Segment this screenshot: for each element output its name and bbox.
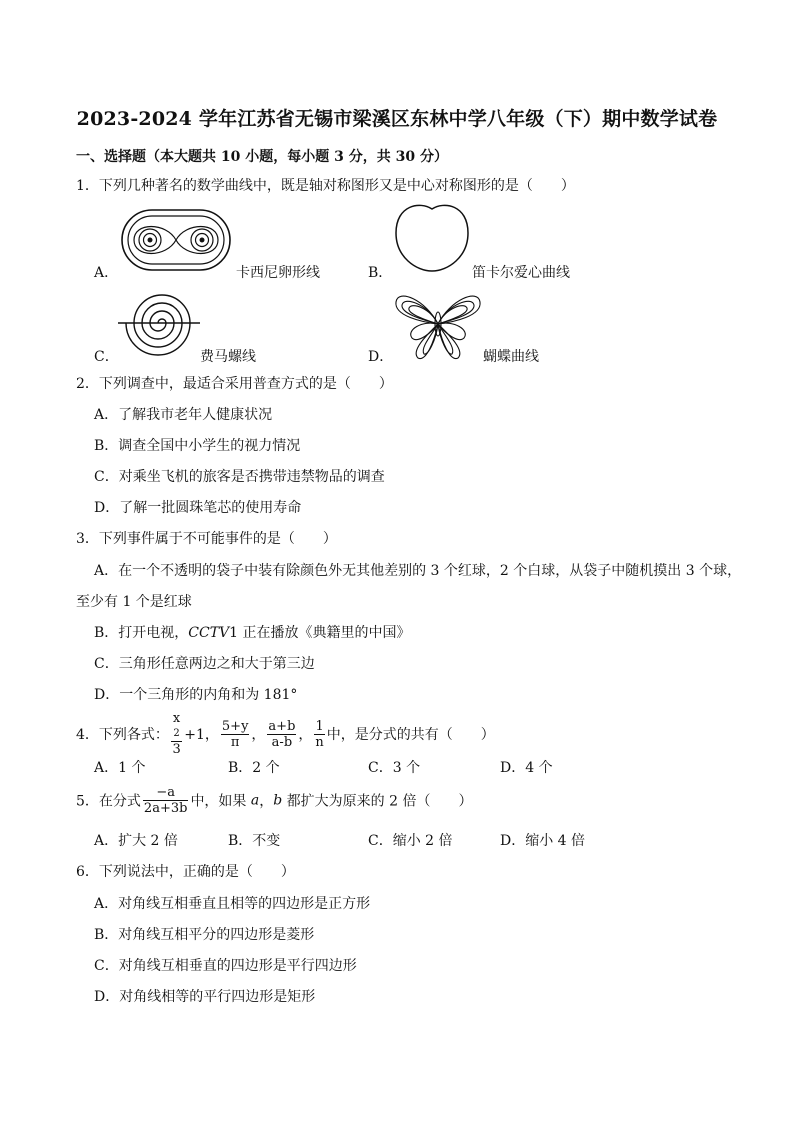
q3-option-b-var: CCTV bbox=[188, 625, 230, 641]
q4-pre: 4．下列各式： bbox=[76, 727, 169, 743]
q5-post: 都扩大为原来的 2 倍（ ） bbox=[282, 793, 473, 810]
q4-post: 中，是分式的共有（ ） bbox=[326, 727, 495, 743]
q2-option-c: C．对乘坐飞机的旅客是否携带违禁物品的调查 bbox=[94, 469, 385, 485]
q4-option-b: B．2 个 bbox=[228, 760, 280, 776]
q4-sep-3: ， bbox=[298, 727, 313, 743]
fermat-spiral-figure bbox=[112, 286, 204, 360]
q1-stem: 1．下列几种著名的数学曲线中，既是轴对称图形又是中心对称图形的是（ ） bbox=[76, 178, 575, 194]
q1-option-d-label: D． bbox=[368, 349, 394, 365]
page-title: 2023-2024 学年江苏省无锡市梁溪区东林中学八年级（下）期中数学试卷 bbox=[76, 108, 718, 130]
q4-f1-den: 3 bbox=[172, 742, 181, 757]
q3-option-a-line1: A．在一个不透明的袋子中装有除颜色外无其他差别的 3 个红球，2 个白球，从袋子中随机摸出 3 个球， bbox=[94, 563, 742, 579]
q3-option-b bbox=[94, 622, 411, 642]
q1-option-b-name: 笛卡尔爱心曲线 bbox=[472, 265, 570, 281]
q5-var-b: b bbox=[273, 792, 283, 809]
butterfly-curve-figure bbox=[392, 290, 484, 362]
q5-num: −a bbox=[143, 785, 189, 801]
q4-f2-den: π bbox=[230, 734, 240, 750]
q5-stem bbox=[76, 785, 472, 816]
cardioid-figure bbox=[392, 201, 472, 273]
q2-stem: 2．下列调查中，最适合采用普查方式的是（ ） bbox=[76, 376, 393, 392]
q4-f3-den: a-b bbox=[271, 734, 293, 750]
q6-option-b: B．对角线互相平分的四边形是菱形 bbox=[94, 927, 315, 943]
q5-option-d: D．缩小 4 倍 bbox=[500, 833, 586, 849]
q4-f2-num: 5+y bbox=[221, 718, 249, 734]
q5-var-a: a bbox=[250, 792, 260, 809]
q1-option-a-name: 卡西尼卵形线 bbox=[236, 265, 320, 281]
section-heading: 一、选择题（本大题共 10 小题，每小题 3 分，共 30 分） bbox=[76, 149, 448, 165]
q4-f1-tail: +1， bbox=[184, 727, 219, 743]
q4-option-d: D．4 个 bbox=[500, 760, 553, 776]
q4-f1-exp: 2 bbox=[173, 728, 180, 739]
q4-option-c: C．3 个 bbox=[368, 760, 421, 776]
q2-option-a: A．了解我市老年人健康状况 bbox=[94, 407, 273, 423]
q6-option-d: D．对角线相等的平行四边形是矩形 bbox=[94, 989, 316, 1005]
q3-option-b-post: 1 正在播放《典籍里的中国》 bbox=[229, 625, 411, 641]
q2-option-b: B．调查全国中小学生的视力情况 bbox=[94, 438, 301, 454]
q4-f1-num: x bbox=[172, 711, 181, 726]
q1-option-c-name: 费马螺线 bbox=[200, 349, 256, 365]
q6-stem: 6．下列说法中，正确的是（ ） bbox=[76, 864, 295, 880]
q4-f4-num: 1 bbox=[315, 718, 324, 734]
q4-option-a: A．1 个 bbox=[94, 760, 146, 776]
q5-comma: ， bbox=[259, 793, 274, 810]
q4-stem bbox=[76, 711, 495, 757]
q2-option-d: D．了解一批圆珠笔芯的使用寿命 bbox=[94, 500, 302, 516]
q4-sep-2: ， bbox=[251, 727, 266, 743]
q4-f3-num: a+b bbox=[268, 718, 296, 734]
q4-f4-den: n bbox=[315, 734, 324, 750]
q4-fraction-1 bbox=[171, 711, 182, 757]
q6-option-c: C．对角线互相垂直的四边形是平行四边形 bbox=[94, 958, 357, 974]
q1-option-a-label: A． bbox=[94, 265, 119, 281]
q5-mid: 中，如果 bbox=[190, 793, 251, 810]
q4-fraction-2 bbox=[221, 719, 250, 750]
q3-option-b-pre: B．打开电视， bbox=[94, 625, 189, 641]
q5-option-b: B．不变 bbox=[228, 833, 281, 849]
q4-fraction-4 bbox=[314, 719, 324, 750]
q1-option-c-label: C． bbox=[94, 349, 119, 365]
q3-stem: 3．下列事件属于不可能事件的是（ ） bbox=[76, 531, 337, 547]
q5-fraction bbox=[143, 785, 189, 816]
q3-option-d: D．一个三角形的内角和为 181° bbox=[94, 687, 298, 703]
q6-option-a: A．对角线互相垂直且相等的四边形是正方形 bbox=[94, 896, 371, 912]
q5-option-c: C．缩小 2 倍 bbox=[368, 833, 453, 849]
cassini-oval-figure bbox=[120, 208, 232, 272]
q5-den: 2a+3b bbox=[143, 801, 188, 816]
q5-option-a: A．扩大 2 倍 bbox=[94, 833, 178, 849]
q3-option-a-line2: 至少有 1 个是红球 bbox=[76, 594, 192, 610]
q3-option-c: C．三角形任意两边之和大于第三边 bbox=[94, 656, 315, 672]
q1-option-b-label: B． bbox=[368, 265, 393, 281]
q1-option-d-name: 蝴蝶曲线 bbox=[483, 349, 539, 365]
q4-fraction-3 bbox=[267, 719, 296, 750]
q5-pre: 5．在分式 bbox=[76, 793, 141, 810]
